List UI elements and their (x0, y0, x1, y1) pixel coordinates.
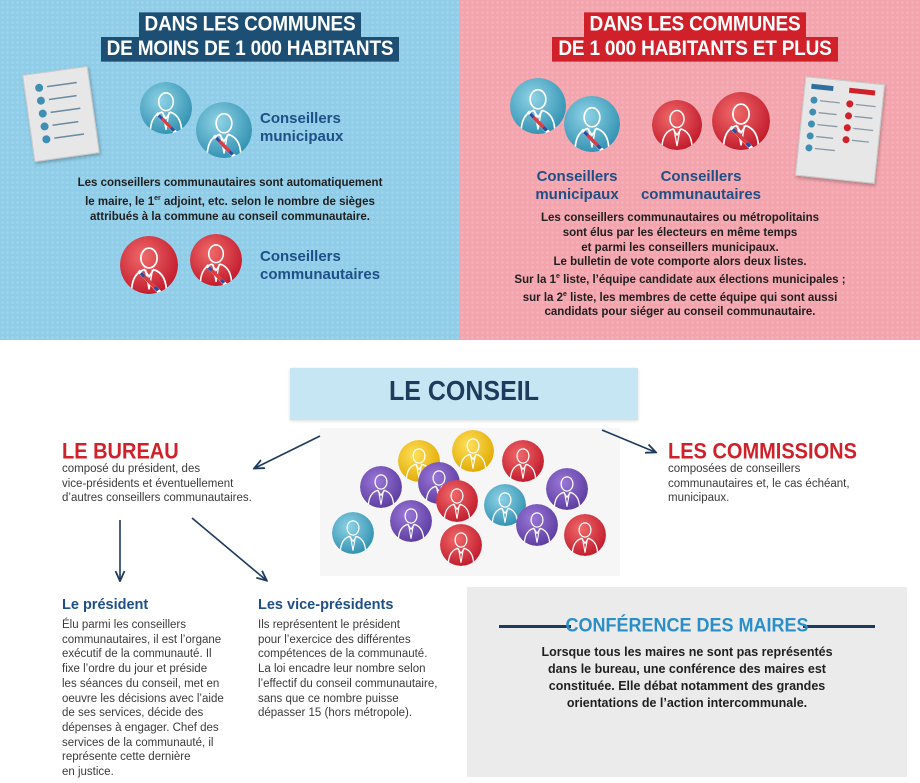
vice-presidents-title: Les vice-présidents (258, 597, 394, 613)
text-line: composées de conseillers (668, 463, 801, 475)
desc-line: liste, l’équipe candidate aux élections municipales ; (559, 274, 846, 287)
arrow-to-vice-presidents (192, 518, 266, 580)
main-title-text: LE CONSEIL (388, 375, 539, 407)
desc-line: et parmi les conseillers municipaux. (581, 241, 779, 254)
president-description (62, 618, 242, 780)
conference-description (497, 644, 877, 712)
text-line: fixe l’ordre du jour et préside (62, 663, 208, 676)
right-banner-line1: DANS LES COMMUNES (584, 12, 807, 37)
text-line: oeuvre les décisions avec l’aide (62, 692, 224, 705)
left-banner-line1: DANS LES COMMUNES (139, 12, 362, 37)
label-text: Conseillers (660, 168, 742, 185)
text-line: composé du président, des (62, 463, 201, 475)
label-text: Conseillers (260, 248, 341, 265)
label-text: municipaux (260, 128, 344, 145)
label-text: communautaires (260, 266, 381, 283)
bureau-description (62, 462, 252, 506)
commissions-title: LES COMMISSIONS (668, 440, 857, 465)
text-line: représente cette dernière (62, 751, 191, 764)
text-line: La loi encadre leur nombre selon (258, 663, 426, 676)
label-text: communautaires (640, 186, 762, 203)
text-line: vice-présidents et éventuellement (62, 477, 234, 490)
desc-sup: er (154, 195, 161, 202)
text-line: l’effectif du conseil communautaire, (258, 677, 438, 690)
desc-sup: e (555, 273, 560, 281)
label-text: Conseillers (260, 110, 341, 127)
text-line: sans que ce nombre puisse (258, 692, 399, 705)
arrow-to-commissions (602, 430, 655, 452)
label-text: municipaux (535, 186, 619, 203)
text-line: d’autres conseillers communautaires. (62, 492, 252, 504)
text-line: communautaires et, le cas échéant, (668, 477, 850, 490)
desc-line: Les conseillers communautaires sont automatiquement (77, 177, 383, 189)
text-line: Élu parmi les conseillers (62, 619, 186, 631)
text-line: Ils représentent le président (258, 619, 400, 631)
desc-line: liste, les membres de cette équipe qui sont aussi (566, 291, 838, 304)
right-banner-line2: DE 1 000 HABITANTS ET PLUS (552, 37, 837, 62)
desc-line: le maire, le 1 (85, 195, 155, 208)
text-line: dans le bureau, une conférence des maires est (548, 662, 826, 676)
desc-line: Le bulletin de vote comporte alors deux listes. (553, 256, 807, 269)
text-line: dépenses à engager. Chef des (62, 721, 219, 734)
left-banner-line2: DE MOINS DE 1 000 HABITANTS (101, 37, 400, 62)
desc-line: sur la 2 (522, 291, 564, 304)
president-title: Le président (62, 597, 149, 613)
text-line: communautaires, il est l’organe (62, 633, 222, 646)
text-line: pour l’exercice des différentes (258, 633, 411, 646)
desc-line: adjoint, etc. selon le nombre de sièges (160, 195, 375, 208)
desc-line: attribués à la commune au conseil communautaire. (90, 210, 370, 223)
vice-presidents-description (258, 618, 458, 721)
text-line: orientations de l’action intercommunale. (566, 696, 808, 710)
text-line: services de la communauté, il (62, 736, 214, 749)
text-line: compétences de la communauté. (258, 648, 428, 661)
conference-title-text: CONFÉRENCE DES MAIRES (565, 614, 809, 636)
text-line: constituée. Elle débat notamment des grandes (548, 679, 826, 693)
text-line: de ses services, décide des (62, 707, 204, 720)
desc-line: candidats pour siéger au conseil communautaire. (544, 306, 816, 319)
desc-line: Sur la 1 (514, 274, 556, 287)
desc-sup: e (563, 290, 567, 298)
conference-box (467, 587, 907, 777)
desc-line: Les conseillers communautaires ou métropolitains (541, 212, 819, 224)
commissions-description (668, 462, 850, 506)
text-line: exécutif de la communauté. Il (62, 648, 212, 661)
conference-title (467, 614, 907, 636)
text-line: en justice. (62, 766, 114, 779)
desc-line: sont élus par les électeurs en même temps (562, 226, 798, 239)
bureau-title: LE BUREAU (62, 440, 179, 465)
text-line: dépasser 15 (hors métropole). (258, 707, 413, 720)
text-line: municipaux. (668, 492, 730, 504)
text-line: Lorsque tous les maires ne sont pas représentés (541, 645, 833, 659)
text-line: les séances du conseil, met en (62, 677, 220, 690)
label-text: Conseillers (536, 168, 618, 185)
arrow-to-bureau (255, 436, 320, 468)
